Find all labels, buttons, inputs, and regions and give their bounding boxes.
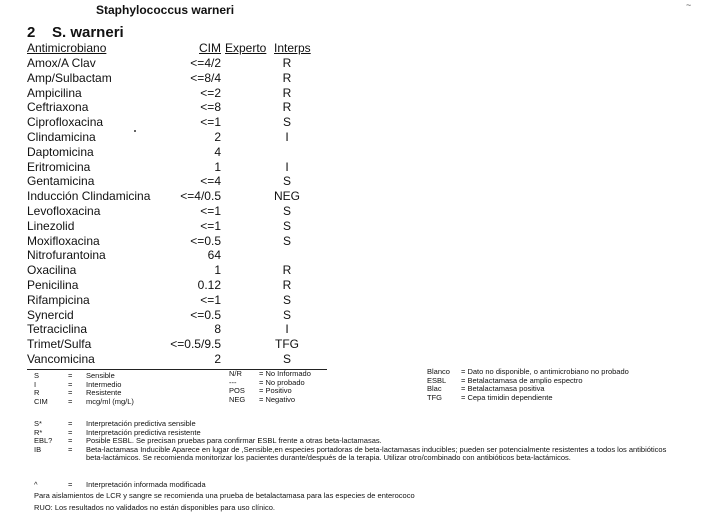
legend-code: N/R [229,369,242,378]
antimicrobial-name: Moxifloxacina [27,233,100,248]
organism-number: 2 [27,24,36,41]
legend-code: CIM [34,396,48,406]
antimicrobial-name: Ceftriaxona [27,100,89,115]
legend-desc: = No probado [259,377,305,387]
note-desc: Interpretación predictiva sensible [86,419,196,428]
legend-eq: = [68,371,73,380]
legend-eq: = [68,388,73,398]
legend-desc: Resistente [86,388,122,398]
legend-desc: = Betalactamasa de amplio espectro [461,375,583,385]
legend-code: POS [229,386,245,396]
mic-value: <=1 [200,115,221,130]
legend-desc: Sensible [86,371,115,380]
note-desc: Posible ESBL. Se precisan pruebas para confirmar ESBL frente a otras beta-lactamasas. [86,436,382,446]
antimicrobial-name: Penicilina [27,278,79,292]
note-eq: = [68,427,73,437]
legend-item [427,394,629,403]
interp-value: NEG [273,189,300,204]
table-row [0,263,360,278]
mic-value: <=4/2 [190,56,221,70]
table-row [0,352,360,367]
note-desc: Interpretación predictiva resistente [86,427,201,437]
mic-value: 0.12 [197,278,221,292]
col-header-antimicrobial: Antimicrobiano [27,41,107,55]
note-eq: = [68,444,73,454]
antimicrobial-name: Eritromicina [27,159,91,174]
notes-block [34,420,666,463]
col-header-interp: Interps [274,41,311,55]
legend-desc: = Betalactamasa positiva [461,384,545,394]
mic-value: 2 [214,352,221,366]
col-header-mic: CIM [199,41,221,55]
legend-desc: = Cepa timidin dependiente [461,392,553,402]
mic-value: <=2 [200,85,221,100]
interp-value: S [282,352,291,366]
table-row [0,337,360,352]
legend-code: --- [229,377,237,387]
table-row [0,189,360,204]
mic-value: 1 [214,159,221,174]
legend-desc: = No Informado [259,369,311,378]
mic-value: <=0.5/9.5 [170,337,221,352]
legend-code: Blanco [427,367,450,376]
interp-value: S [282,174,291,189]
interp-value: R [282,56,292,70]
interp-value: I [285,159,289,174]
modified-code: ^ [34,480,38,489]
table-row [0,145,360,160]
interp-value: S [282,115,291,130]
antimicrobial-name: Daptomicina [27,144,94,159]
interp-value: R [282,263,292,278]
footer-line-2: RUO: Los resultados no validados no están disponibles para uso clínico. [34,503,275,512]
antimicrobial-name: Ciprofloxacina [27,115,104,130]
note-code: IB [34,444,42,454]
interp-value: S [282,307,291,322]
table-row [0,130,360,145]
interp-value: TFG [275,337,299,352]
note-desc: Beta-lactamasa Inducible Aparece en lugar de ,Sensible,en especies portadoras de beta-lactamasas inducibles; pueden ser potencialmente resistentes a todos los antibióticos [86,444,667,454]
modified-desc: Interpretación informada modificada [86,480,206,489]
legend-desc: mcg/ml (mg/L) [86,396,134,406]
interp-value: I [285,130,289,144]
organism-name: S. warneri [52,24,124,41]
note-desc: beta-lactámicos. Se recomienda monitorizar los pacientes durante/después de la terapia. Utilizar otro/combinado con antibióticos beta-lactámicos. [86,453,571,463]
legend-code: S [34,371,40,380]
legend-code: R [34,388,40,398]
interp-value: R [282,278,292,292]
interp-value: R [282,85,292,100]
table-row [0,115,360,130]
mic-value: <=0.5 [190,307,221,322]
table-row [0,293,360,308]
page-mark: ~ [686,0,692,10]
antimicrobial-name: Ampicilina [27,85,82,100]
scan-speck [134,130,136,132]
antimicrobial-name: Levofloxacina [27,204,101,218]
antimicrobial-name: Gentamicina [27,174,95,189]
col-header-expert: Experto [225,41,267,55]
mic-value: <=4 [200,174,221,189]
legend-item [229,396,311,405]
antimicrobial-name: Linezolid [27,218,75,233]
legend-col3 [427,368,629,402]
mic-value: <=8/4 [190,70,221,85]
table-row [0,100,360,115]
antimicrobial-name: Tetraciclina [27,322,88,337]
antimicrobial-name: Amox/A Clav [27,56,96,70]
legend-eq: = [68,396,73,406]
table-row [0,174,360,189]
antimicrobial-name: Oxacilina [27,263,77,278]
mic-value: <=4/0.5 [180,189,221,204]
modified-note [34,481,206,490]
mic-value: <=8 [200,100,221,115]
modified-eq: = [68,480,73,489]
table-row [0,322,360,337]
mic-value: <=1 [200,292,221,307]
interp-value: S [282,292,291,307]
interp-value: R [282,100,292,115]
antimicrobial-name: Trimet/Sulfa [27,337,92,352]
table-row [0,219,360,234]
table-row [0,86,360,101]
antimicrobial-name: Vancomicina [27,352,95,366]
antimicrobial-name: Amp/Sulbactam [27,70,112,85]
table-row [0,308,360,323]
antimicrobial-name: Clindamicina [27,130,96,144]
interp-value: S [282,218,291,233]
footer-line-1: Para aislamientos de LCR y sangre se recomienda una prueba de betalactamasa para las especies de enterococo [34,491,415,500]
legend-desc: = Positivo [259,386,292,396]
mic-value: <=1 [200,218,221,233]
interp-value: S [282,233,291,248]
note-code: R* [34,427,43,437]
organism-title: Staphylococcus warneri [96,3,235,17]
interp-value: I [285,322,289,337]
legend-col1 [34,372,134,406]
legend-desc: Intermedio [86,379,122,389]
mic-value: 4 [214,144,221,159]
table-row [0,71,360,86]
interp-value: S [282,204,291,218]
table-row [0,160,360,175]
note-line [34,454,666,463]
mic-value: <=0.5 [190,233,221,248]
mic-value: <=1 [200,204,221,218]
legend-desc: = Negativo [259,394,296,404]
mic-value: 1 [214,263,221,278]
antimicrobial-name: Rifampicina [27,292,90,307]
legend-item [34,398,134,407]
mic-value: 64 [207,248,221,263]
legend-code: Blac [427,384,442,394]
legend-code: ESBL [427,375,447,385]
legend-code: TFG [427,392,442,402]
table-row [0,278,360,293]
antimicrobial-name: Nitrofurantoina [27,248,106,263]
mic-value: 2 [214,130,221,144]
note-code: S* [34,419,42,428]
interp-value: R [282,70,292,85]
note-eq: = [68,436,73,446]
legend-eq: = [68,379,73,389]
note-code: EBL? [34,436,53,446]
legend-col2 [229,370,311,404]
antimicrobial-name: Inducción Clindamicina [27,189,151,204]
legend-code: I [34,379,37,389]
antimicrobial-name: Synercid [27,307,74,322]
table-row [0,248,360,263]
table-row [0,234,360,249]
legend-code: NEG [229,394,246,404]
table-row [0,204,360,219]
table-row [0,56,360,71]
note-eq: = [68,419,73,428]
mic-value: 8 [214,322,221,337]
legend-desc: = Dato no disponible, o antimicrobiano no probado [461,367,629,376]
